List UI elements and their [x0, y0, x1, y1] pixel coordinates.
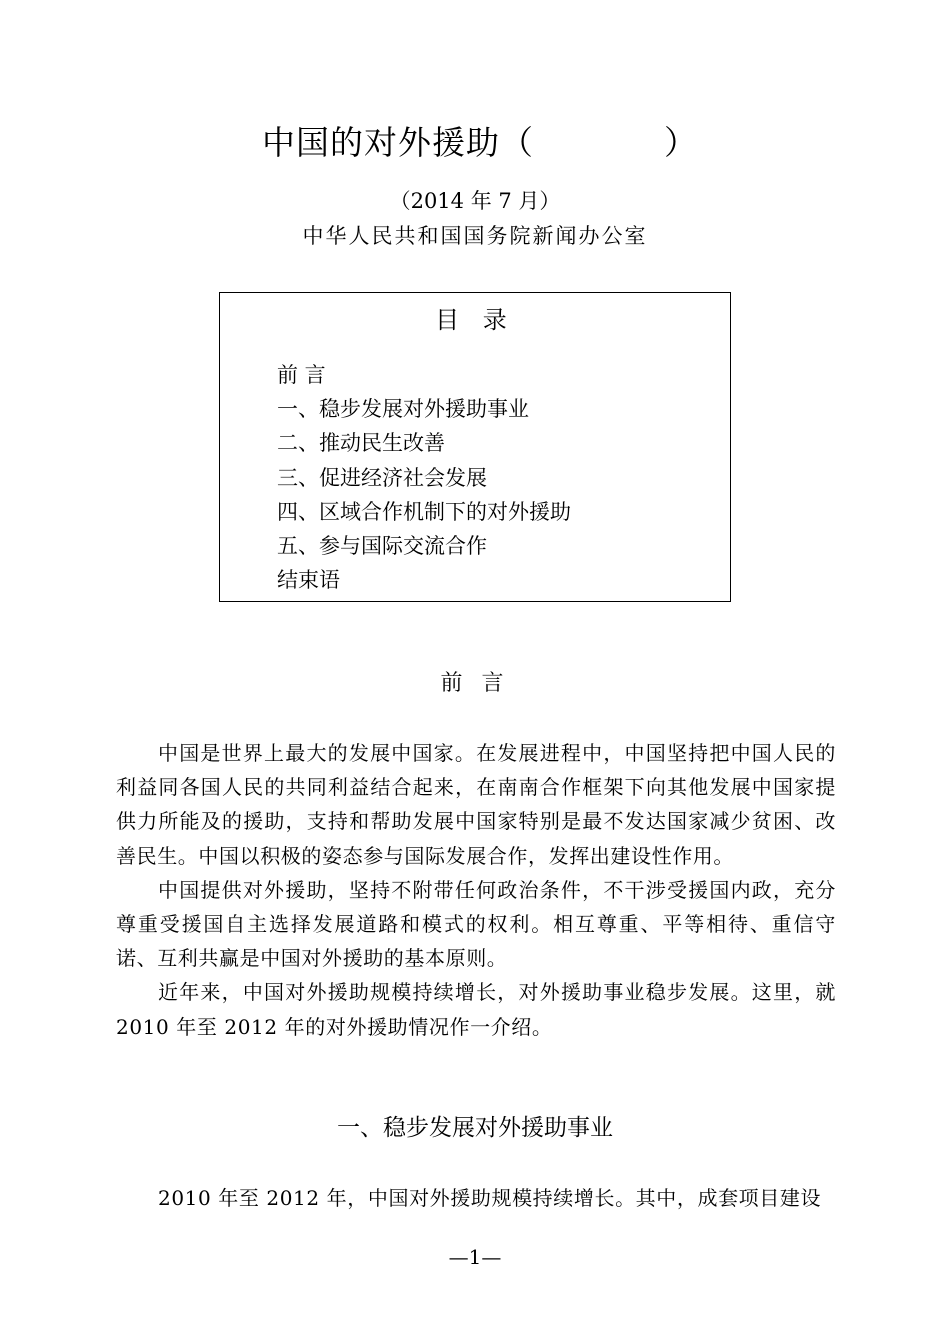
- preface-paragraph: 近年来，中国对外援助规模持续增长，对外援助事业稳步发展。这里，就 2010 年至 2012 年的对外援助情况作一介绍。: [116, 980, 836, 1039]
- section-one-body: [116, 1181, 836, 1215]
- toc-item-preface: 前 言: [277, 363, 326, 387]
- issuing-office: 中华人民共和国国务院新闻办公室: [302, 224, 648, 248]
- toc-item-chapter-3: 三、促进经济社会发展: [277, 465, 487, 490]
- toc-item-chapter-2: 二、推动民生改善: [277, 431, 445, 456]
- toc-item-chapter-4: 四、区域合作机制下的对外援助: [277, 499, 571, 524]
- document-title-main: 中国的对外援助（: [262, 123, 534, 162]
- toc-item-chapter-1: 一、稳步发展对外援助事业: [277, 397, 529, 422]
- document-title-close-paren: ）: [664, 123, 698, 162]
- toc-item-conclusion: 结束语: [277, 568, 340, 593]
- toc-list: [277, 358, 571, 597]
- section-one-paragraph: 2010 年至 2012 年，中国对外援助规模持续增长。其中，成套项目建设: [158, 1186, 822, 1210]
- toc-item-chapter-5: 五、参与国际交流合作: [277, 533, 487, 558]
- preface-body: [116, 736, 836, 1044]
- section-one-heading: 一、稳步发展对外援助事业: [337, 1115, 613, 1141]
- toc-heading: 目 录: [435, 306, 515, 334]
- page-number: —1—: [448, 1245, 502, 1269]
- preface-paragraph: 中国提供对外援助，坚持不附带任何政治条件，不干涉受援国内政，充分尊重受援国自主选择发展道路和模式的权利。相互尊重、平等相待、重信守诺、互利共赢是中国对外援助的基本原则。: [116, 877, 836, 971]
- preface-paragraph: 中国是世界上最大的发展中国家。在发展进程中，中国坚持把中国人民的利益同各国人民的共同利益结合起来，在南南合作框架下向其他发展中国家提供力所能及的援助，支持和帮助发展中国家特别是最不发达国家减少贫困、改善民生。中国以积极的姿态参与国际发展合作，发挥出建设性作用。: [116, 741, 836, 868]
- document-title: [262, 118, 702, 168]
- preface-heading: 前 言: [440, 671, 510, 696]
- publication-date: （2014 年 7 月）: [389, 189, 561, 213]
